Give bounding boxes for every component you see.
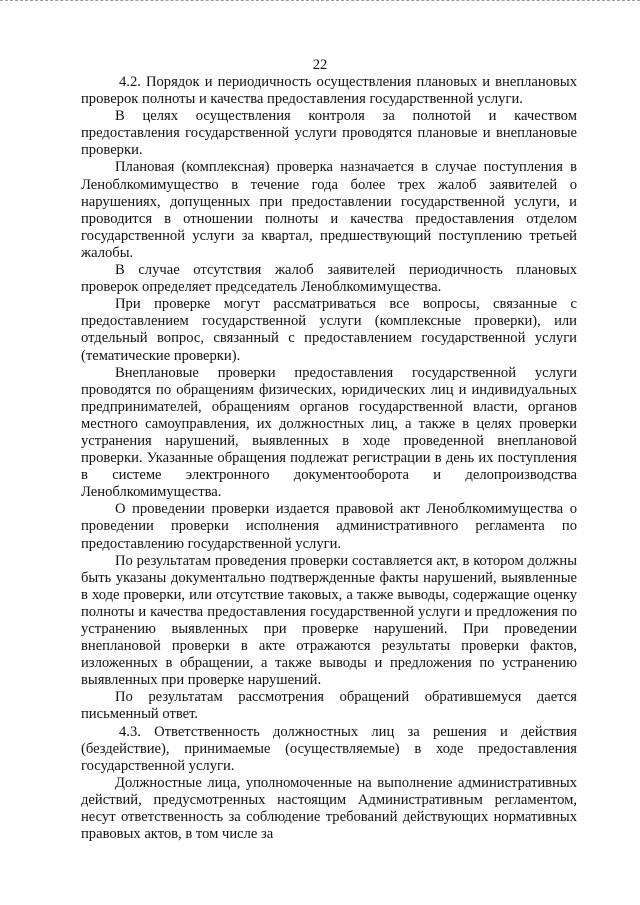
page-number: 22	[312, 57, 328, 73]
paragraph-written-response: По результатам рассмотрения обращений обратившемуся дается письменный ответ.	[81, 689, 577, 723]
page-top-edge	[0, 0, 640, 1]
paragraph-inspection-report: По результатам проведения проверки составляется акт, в котором должны быть указаны документально подтвержденные факты нарушений, выявленные в ходе проверки, или отсутствие таковых, а также выводы, содержащие оценку полноты и качества предоставления государственной услуги и предложения по устранению выявленных при проверке нарушений. При проведении внеплановой проверки в акте отражаются результаты проверки фактов, изложенных в обращении, а также выводы и предложения по устранению выявленных при проверке нарушений.	[81, 552, 577, 689]
paragraph-control-purpose: В целях осуществления контроля за полнотой и качеством предоставления государственной услуги проводятся плановые и внеплановые проверки.	[81, 108, 577, 159]
paragraph-inspection-scope: При проверке могут рассматриваться все вопросы, связанные с предоставлением государственной услуги (комплексные проверки), или отдельный вопрос, связанный с предоставлением государственной услуги (тематические проверки).	[81, 296, 577, 364]
paragraph-planned-inspection: Плановая (комплексная) проверка назначается в случае поступления в Леноблкомимущество в течение года более трех жалоб заявителей о нарушениях, допущенных при предоставлении государственной услуги, и проводится в отношении полноты и качества предоставления отделом государственной услуги за квартал, предшествующий поступлению третьей жалобы.	[81, 159, 577, 261]
paragraph-officials-responsibility: Должностные лица, уполномоченные на выполнение административных действий, предусмотренных настоящим Административным регламентом, несут ответственность за соблюдение требований действующих нормативных правовых актов, в том числе за	[81, 774, 577, 843]
section-4-2-heading: 4.2. Порядок и периодичность осуществления плановых и внеплановых проверок полноты и качества предоставления государственной услуги.	[81, 74, 577, 108]
paragraph-no-complaints: В случае отсутствия жалоб заявителей периодичность плановых проверок определяет председатель Леноблкомимущества.	[81, 262, 577, 296]
paragraph-unplanned-inspection: Внеплановые проверки предоставления государственной услуги проводятся по обращениям физических, юридических лиц и индивидуальных предпринимателей, обращениям органов государственной власти, органов местного самоуправления, их должностных лиц, а также в целях проверки устранения нарушений, выявленных в ходе проведенной внеплановой проверки. Указанные обращения подлежат регистрации в день их поступления в системе электронного документооборота и делопроизводства Леноблкомимущества.	[81, 364, 577, 501]
document-body	[81, 74, 577, 843]
paragraph-legal-act: О проведении проверки издается правовой акт Леноблкомимущества о проведении проверки исполнения административного регламента по предоставлению государственной услуги.	[81, 501, 577, 552]
section-4-3-heading: 4.3. Ответственность должностных лиц за решения и действия (бездействие), принимаемые (осуществляемые) в ходе предоставления государственной услуги.	[81, 723, 577, 774]
